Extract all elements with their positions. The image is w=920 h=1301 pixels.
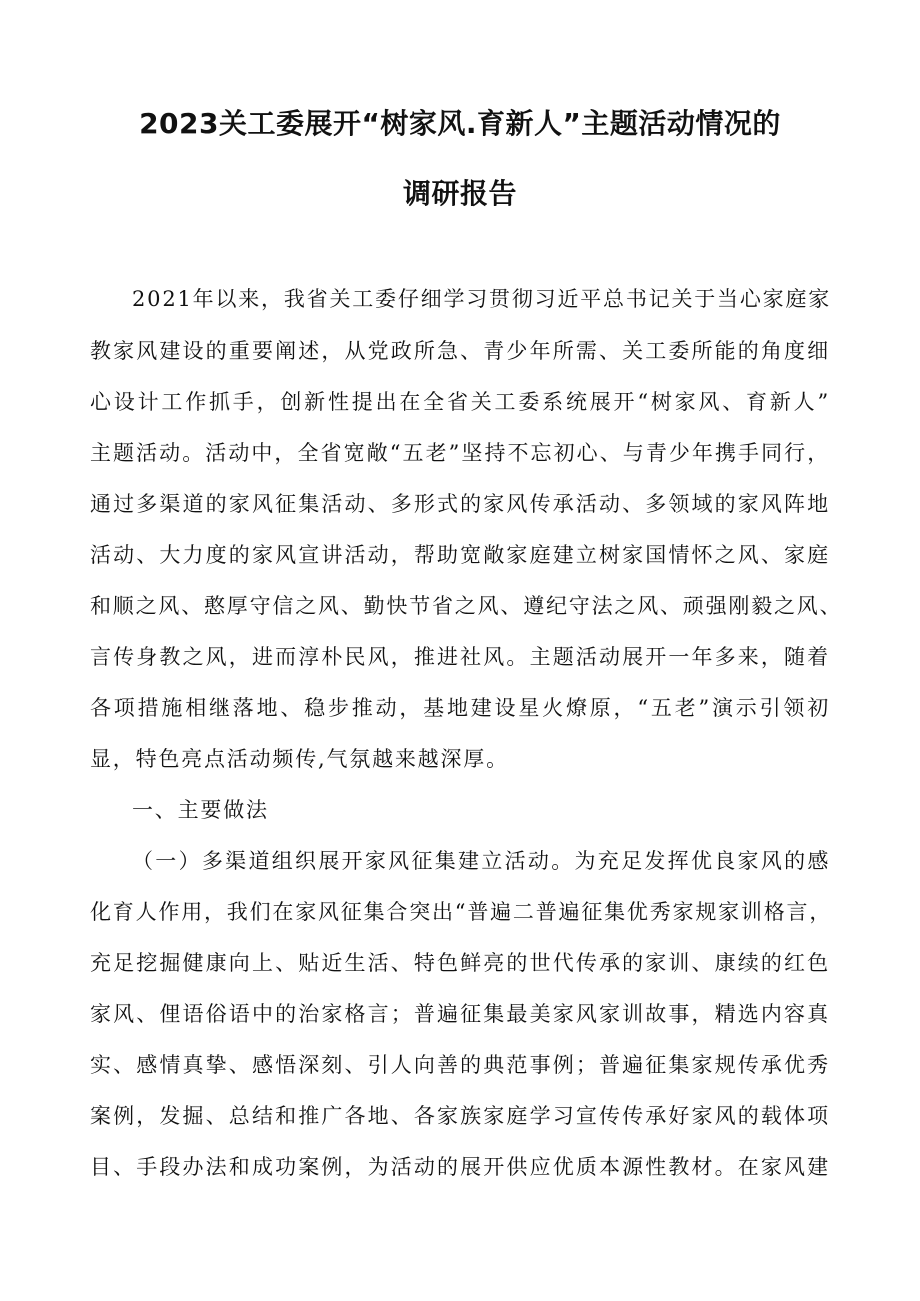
paragraph-2-line: 目、手段办法和成功案例，为活动的展开供应优质本源性教材。在家风建 (90, 1155, 830, 1179)
document-title-line-2: 调研报告 (402, 177, 517, 210)
paragraph-1-line: 活动、大力度的家风宣讲活动，帮助宽敞家庭建立树家国情怀之风、家庭 (90, 543, 830, 567)
paragraph-1-line: 主题活动。活动中，全省宽敞“五老”坚持不忘初心、与青少年携手同行， (90, 441, 830, 465)
paragraph-1-line: 通过多渠道的家风征集活动、多形式的家风传承活动、多领域的家风阵地 (90, 492, 830, 516)
paragraph-1-line: 2021年以来，我省关工委仔细学习贯彻习近平总书记关于当心家庭家 (132, 287, 832, 311)
paragraph-1-line: 显，特色亮点活动频传,气氛越来越深厚。 (90, 747, 509, 771)
paragraph-2-line: （一）多渠道组织展开家风征集建立活动。为充足发挥优良家风的感 (132, 849, 830, 873)
paragraph-1-line: 各项措施相继落地、稳步推动，基地建设星火燎原，“五老”演示引领初 (90, 696, 830, 720)
document-title-line-1: 2023关工委展开“树家风.育新人”主题活动情况的 (139, 107, 781, 140)
paragraph-1-line: 言传身教之风，进而淳朴民风，推进社风。主题活动展开一年多来，随着 (90, 645, 830, 669)
paragraph-2-line: 充足挖掘健康向上、贴近生活、特色鲜亮的世代传承的家训、康续的红色 (90, 951, 830, 975)
paragraph-2-line: 案例，发掘、总结和推广各地、各家族家庭学习宣传传承好家风的载体项 (90, 1104, 830, 1128)
paragraph-2-line: 家风、俚语俗语中的治家格言；普遍征集最美家风家训故事，精选内容真 (90, 1002, 830, 1026)
paragraph-1-line: 教家风建设的重要阐述，从党政所急、青少年所需、关工委所能的角度细 (90, 339, 830, 363)
paragraph-1-line: 心设计工作抓手，创新性提出在全省关工委系统展开“树家风、育新人” (90, 390, 830, 414)
paragraph-2-line: 实、感情真挚、感悟深刻、引人向善的典范事例；普遍征集家规传承优秀 (90, 1053, 830, 1077)
section-heading: 一、主要做法 (132, 798, 269, 822)
paragraph-2-line: 化育人作用，我们在家风征集合突出“普遍二普遍征集优秀家规家训格言， (90, 900, 833, 924)
paragraph-1-line: 和顺之风、憨厚守信之风、勤快节省之风、遵纪守法之风、顽强刚毅之风、 (90, 594, 843, 618)
